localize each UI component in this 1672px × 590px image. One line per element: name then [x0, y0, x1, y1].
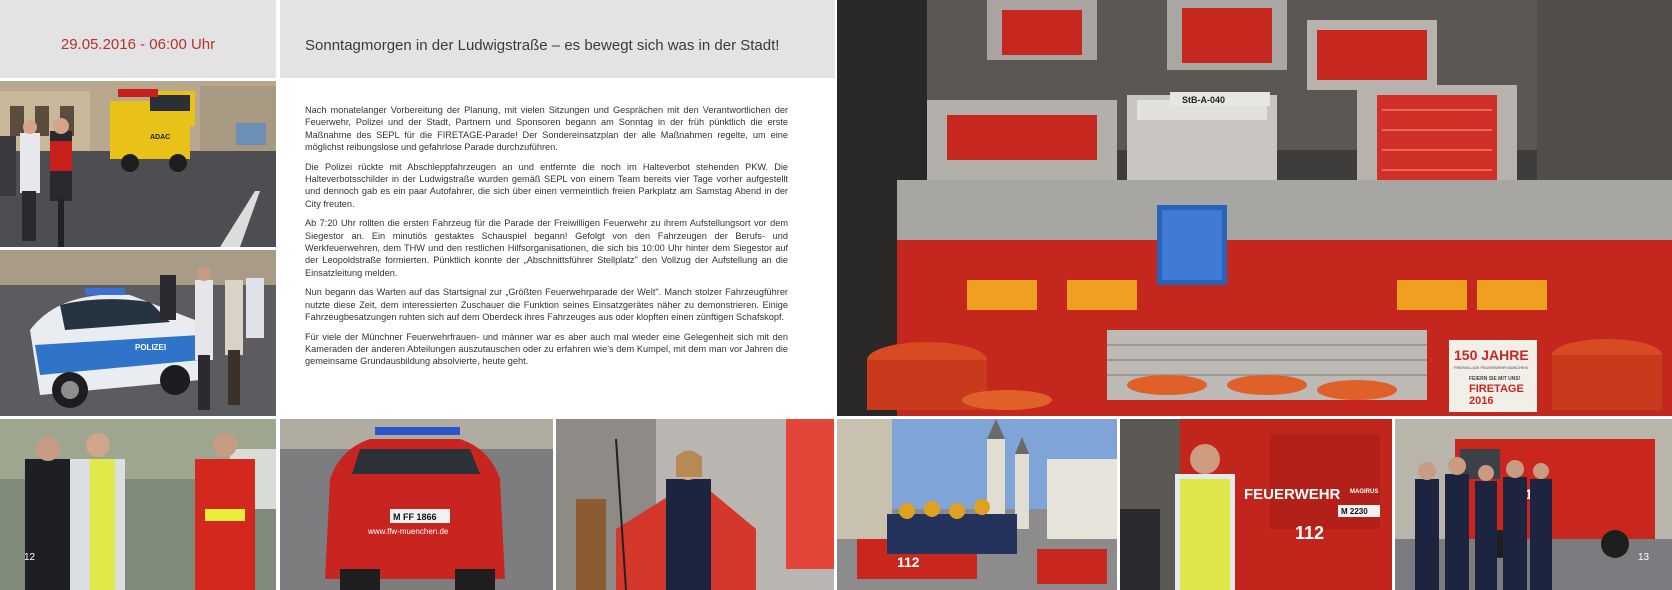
- article-paragraph: Ab 7:20 Uhr rollten die ersten Fahrzeug für die Parade der Freiwilligen Feuerwehr zu ihrem Aufstellungsort vor dem Siegestor an. Ein minutiös gestaktes Schauspiel begann! Gefolgt von den Fahrzeugen der Berufs- und Werkfeuerwehren, dem THW und den restlichen Hilfsorganisationen, die sich bis 10:00 Uhr hinter dem Siegestor auf der Leopoldstraße formierten. Pünktlich konnte der „Abschnittsführer Stellplatz" den Vollzug der Aufstellung an die Einsatzleitung melden.: [305, 218, 788, 278]
- ladder-plate: StB-A-040: [1182, 95, 1226, 105]
- article-paragraph: Nun begann das Warten auf das Startsignal zur „Größten Feuerwehrparade der Welt". Manch stolzer Fahrzeugführer nutzte diese Zeit, dem interessierten Zuschauer die Funktion seines Einsatzgerätes näher zu demonstrieren. Einige Fahrzeugbesatzungen ruhten sich auf dem Oberdeck ihres Fahrzeuges aus oder klopften einen zünftigen Schafskopf.: [305, 287, 788, 323]
- article-body: [305, 104, 788, 375]
- truck-brand: MAGIRUS: [1350, 489, 1379, 495]
- mini-web: www.ffw-muenchen.de: [368, 527, 449, 536]
- mini-plate: M FF 1866: [393, 512, 437, 522]
- page-number-left: 12: [24, 552, 36, 563]
- banner-event: FIRETAGE: [1469, 383, 1524, 395]
- photo-ladder-truck: [837, 0, 1672, 416]
- photo-speaker-podium: [556, 419, 834, 590]
- page-title: Sonntagmorgen in der Ludwigstraße – es bewegt sich was in der Stadt!: [305, 37, 780, 54]
- police-car-label: POLIZEI: [135, 343, 167, 352]
- banner-line: FEIERN SIE MIT UNS!: [1469, 376, 1521, 382]
- article-paragraph: Nach monatelanger Vorbereitung der Planung, mit vielen Sitzungen und Gesprächen mit den Verantwortlichen der Feuerwehr, Polizei und der Stadt, Partnern und Sponsoren begann am Sonntag in der früh pünktlich die erste Maßnahme des SEPL für die FIRETAGE-Parade! Der Sondereinsatzplan der alle Maßnahmen regelte, um eine möglichst reibungslose und gefahrlose Parade durchzuführen.: [305, 105, 788, 153]
- banner-title: 150 JAHRE: [1454, 347, 1529, 363]
- photo-tow-truck: [0, 81, 276, 247]
- photo-police-car: [0, 250, 276, 416]
- photo-youth-team: [837, 419, 1117, 590]
- article-paragraph: Die Polizei rückte mit Abschleppfahrzeugen an und entfernte die noch im Halteverbot stehenden PKW. Die Halteverbotsschilder in der Ludwigstraße wurden gemäß SEPL von einem Team bereits vier Tage vorher aufgestellt und dennoch gab es ein paar Autofahrer, die sich über einen vermeintlich freien Parkplatz am Samstag Abend in der City freuten.: [305, 161, 788, 209]
- article-paragraph: Für viele der Münchner Feuerwehrfrauen- und männer war es aber auch mal wieder eine Gelegenheit sich mit den Kameraden der anderen Abteilungen auszutauschen oder zu erfahren wie's dem Kumpel, mit dem man vor Jahren die gemeinsame Grundausbildung absolvierte, heute geht.: [305, 331, 788, 367]
- photo-commander-phone: [1120, 419, 1392, 590]
- truck-plate: M 2230: [1341, 507, 1368, 516]
- cart-number: 112: [897, 554, 920, 570]
- event-date: 29.05.2016 - 06:00 Uhr: [60, 36, 216, 53]
- photo-firefighters-talking: [0, 419, 276, 590]
- banner-year: 2016: [1469, 395, 1494, 407]
- tow-truck-brand: ADAC: [150, 134, 171, 141]
- truck-label: FEUERWEHR: [1244, 486, 1341, 503]
- truck-number: 112: [1295, 523, 1325, 543]
- banner-subtitle: FREIWILLIGE FEUERWEHR MÜNCHEN: [1454, 365, 1528, 370]
- page-number-right: 13: [1638, 552, 1650, 563]
- photo-red-mini: [280, 419, 553, 590]
- photo-crew-truck: [1395, 419, 1672, 590]
